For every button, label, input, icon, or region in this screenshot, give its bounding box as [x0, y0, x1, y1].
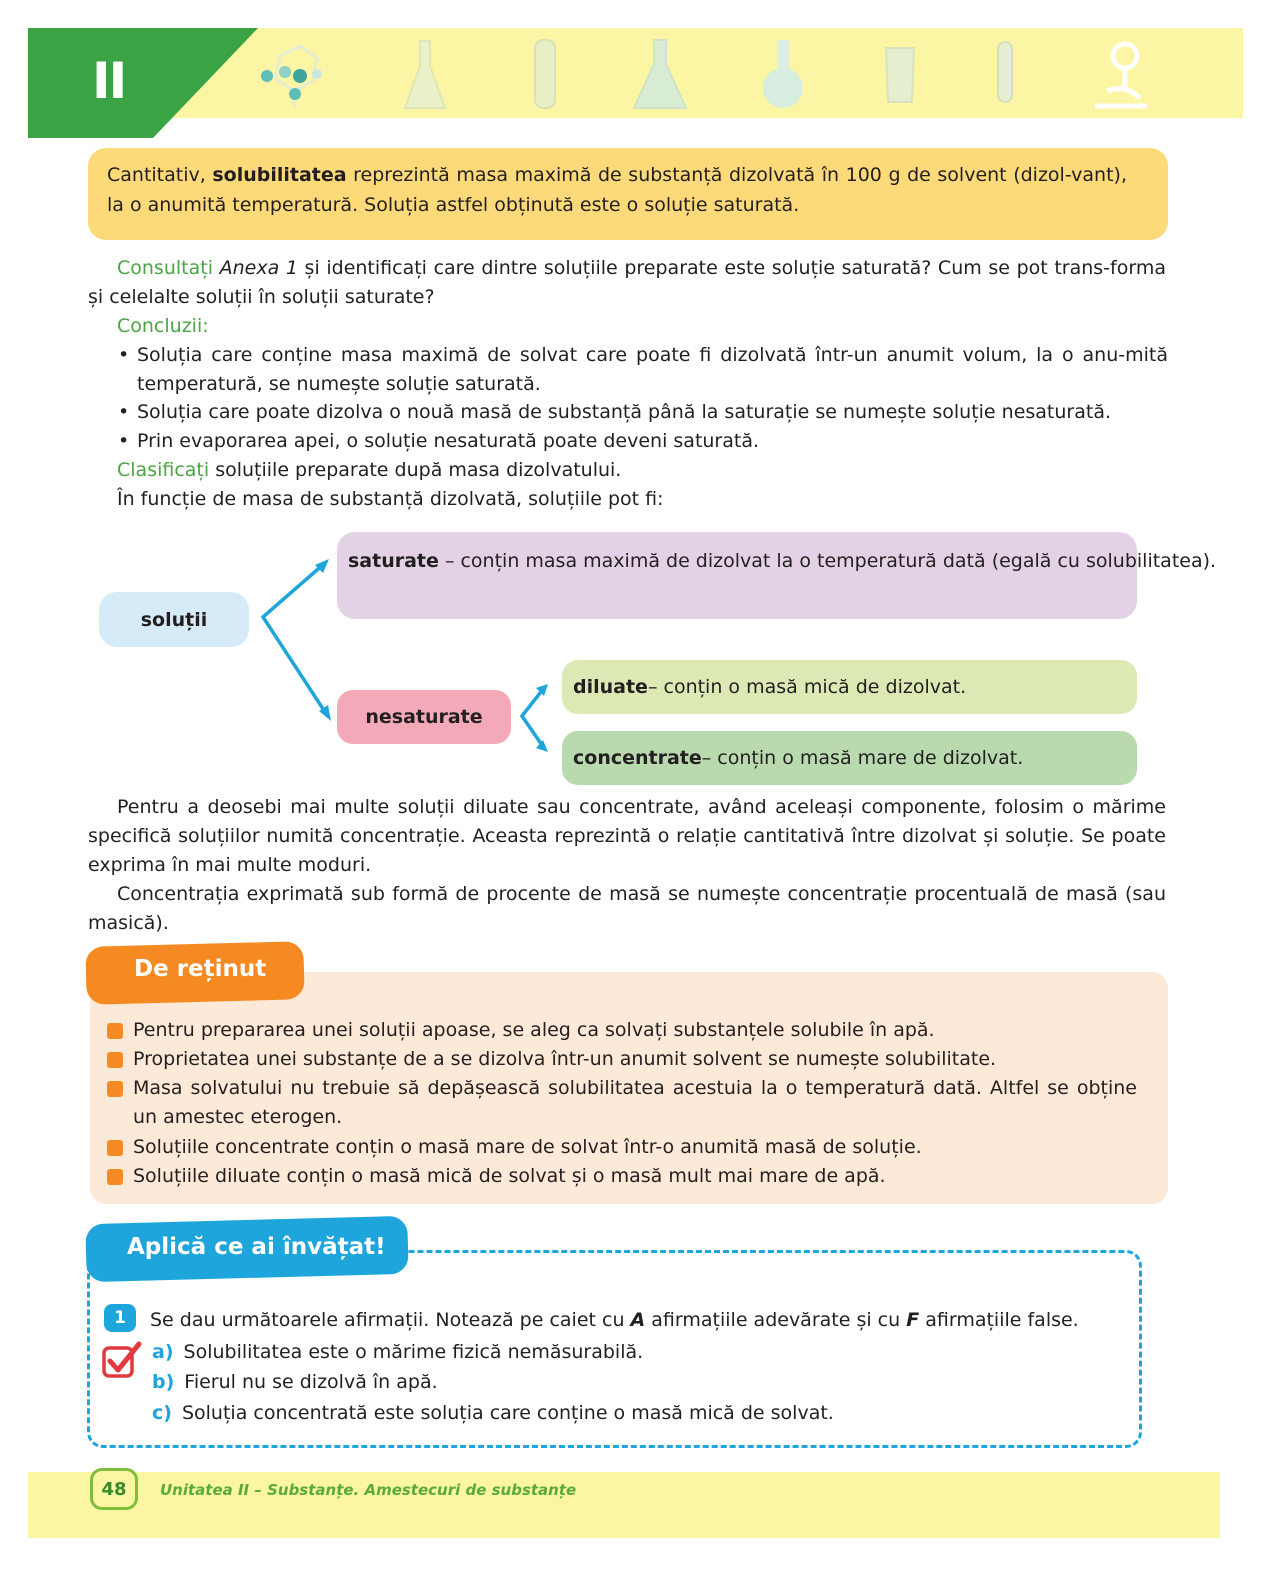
- molecule-icon: [255, 36, 335, 116]
- conical-flask-icon: [400, 36, 450, 116]
- exercise-item: c) Soluția concentrată este soluția care conține o masă mică de solvat.: [152, 1402, 834, 1424]
- list-item: • Prin evaporarea apei, o soluție nesaturată poate deveni saturată.: [118, 430, 760, 452]
- paragraph-mass-concentration: Concentrația exprimată sub formă de procente de masă se numește concentrație procentuală de masă (sau masică).: [88, 883, 1166, 934]
- consult-paragraph: Consultați Anexa 1 și identificați care dintre soluțiile preparate este soluție saturată? Cum se pot trans-forma și celelalte soluții în soluții saturate?: [88, 257, 1166, 308]
- erlenmeyer-flask-icon: [630, 36, 690, 116]
- exercise-item: b) Fierul nu se dizolvă în apă.: [152, 1371, 438, 1393]
- diagram-node-solutii: soluții: [99, 592, 249, 647]
- diagram-node-concentrate: concentrate – conțin o masă mare de dizolvat.: [562, 731, 1137, 785]
- aplica-title: Aplică ce ai învățat!: [127, 1234, 386, 1260]
- arrow-icon: [255, 555, 345, 725]
- thermometer-icon: [525, 36, 565, 116]
- diagram-node-diluate: diluate – conțin o masă mică de dizolvat.: [562, 660, 1137, 714]
- paragraph-concentration: Pentru a deosebi mai multe soluții diluate sau concentrate, având aceleași componente, folosim o mărime specifică soluțiilor numită concentrație. Aceasta reprezintă o relație cantitativă între dizolvat și soluție. Se poate exprima în mai multe moduri.: [88, 796, 1166, 876]
- diagram-node-saturate: saturate – conțin masa maximă de dizolvat la o temperatură dată (egală cu solubilitatea).: [337, 532, 1137, 619]
- list-item: Soluțiile diluate conțin o masă mică de solvat și o masă mult mai mare de apă.: [107, 1162, 1137, 1191]
- retinut-title: De reținut: [134, 956, 267, 982]
- round-flask-icon: [758, 36, 808, 116]
- diagram-node-nesaturate: nesaturate: [337, 690, 511, 744]
- microscope-icon: [1085, 36, 1155, 116]
- page-number: 48: [90, 1468, 138, 1510]
- beaker-icon: [880, 36, 920, 116]
- list-item: Masa solvatului nu trebuie să depășească solubilitatea acestuia la o temperatură dată. Altfel se obține un amestec eterogen.: [107, 1074, 1137, 1132]
- arrow-icon: [512, 680, 557, 760]
- intro-line: În funcție de masa de substanță dizolvată, soluțiile pot fi:: [117, 488, 664, 510]
- exercise-number: 1: [104, 1304, 136, 1332]
- conclusions-title: Concluzii:: [117, 315, 209, 337]
- footer-title: Unitatea II – Substanțe. Amestecuri de substanțe: [160, 1481, 577, 1499]
- list-item: Soluțiile concentrate conțin o masă mare de solvat într-o anumită masă de soluție.: [107, 1133, 1137, 1162]
- list-item: • Soluția care poate dizolva o nouă masă de substanță până la saturație se numește soluție nesaturată.: [118, 401, 1112, 423]
- test-tube-icon: [990, 36, 1020, 116]
- list-item: Pentru prepararea unei soluții apoase, se aleg ca solvați substanțele solubile în apă.: [107, 1016, 1137, 1045]
- list-item: • Soluția care conține masa maximă de solvat care poate fi dizolvată într-un anumit volum, la o anu-mită temperatură, se numește soluție saturată.: [118, 344, 1168, 395]
- classify-line: Clasificați soluțiile preparate după masa dizolvatului.: [117, 459, 622, 481]
- exercise-instruction: Se dau următoarele afirmații. Notează pe caiet cu A afirmațiile adevărate și cu F afirmațiile false.: [150, 1309, 1079, 1331]
- unit-number: II: [92, 52, 126, 110]
- checkmark-box-icon: [101, 1340, 143, 1382]
- exercise-item: a) Solubilitatea este o mărime fizică nemăsurabilă.: [152, 1341, 644, 1363]
- definition-text: Cantitativ, solubilitatea reprezintă masa maximă de substanță dizolvată în 100 g de solvent (dizol-vant), la o anumită temperatură. Soluția astfel obținută este o soluție saturată.: [107, 164, 1127, 216]
- list-item: Proprietatea unei substanțe de a se dizolva într-un anumit solvent se numește solubilitate.: [107, 1045, 1137, 1074]
- unit-banner: [28, 28, 268, 138]
